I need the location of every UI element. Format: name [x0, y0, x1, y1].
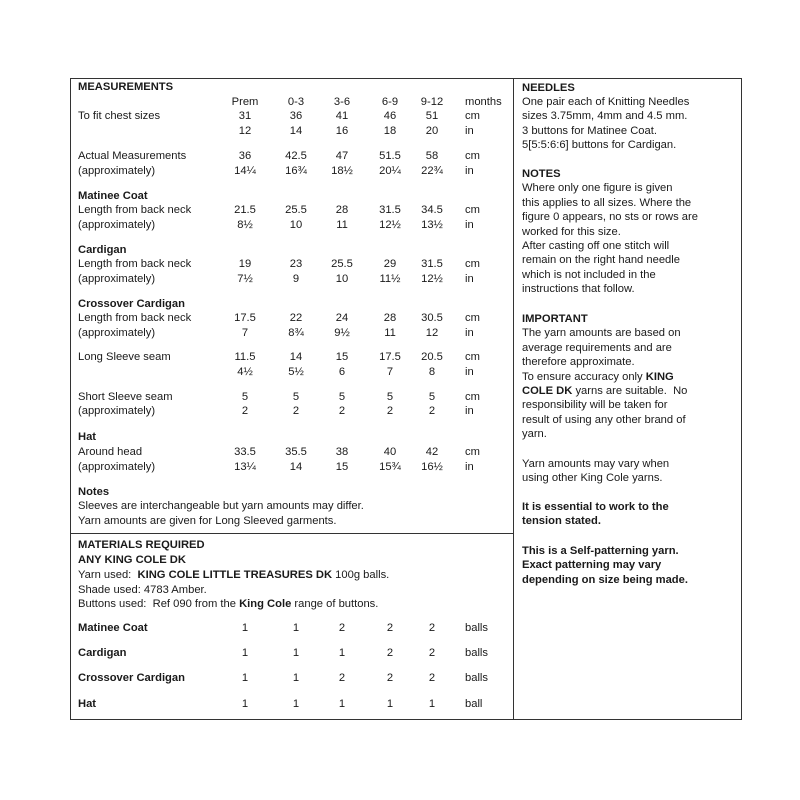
row-label: Length from back neck [78, 312, 192, 324]
ball-count: 1 [241, 672, 249, 684]
ball-count: 1 [386, 698, 394, 710]
row-label: (approximately) [78, 219, 156, 231]
measurement-value: 29 [383, 258, 397, 270]
measurement-value: 11.5 [234, 351, 256, 363]
measurement-value: 38 [335, 446, 349, 458]
measurement-value: 21.5 [234, 204, 256, 216]
size-column-header: 3-6 [333, 96, 351, 108]
measurement-value: 15 [335, 461, 349, 473]
row-label: Actual Measurements [78, 150, 187, 162]
size-column-header: Prem [231, 96, 259, 108]
buttons-used-prefix: Buttons used: Ref 090 from the [78, 598, 240, 610]
measurement-value: 16½ [421, 461, 443, 473]
notes-box-heading: NOTES [522, 168, 561, 180]
section-label: Hat [78, 431, 97, 443]
ball-count: 2 [386, 647, 394, 659]
measurement-value: 22 [289, 312, 303, 324]
measurement-value: 46 [383, 110, 397, 122]
measurement-value: 2 [428, 405, 436, 417]
vary-line: using other King Cole yarns. [522, 472, 663, 485]
measurement-value: 16 [335, 125, 349, 137]
needles-line: One pair each of Knitting Needles [522, 96, 690, 108]
garment-label: Matinee Coat [78, 622, 148, 634]
measurement-unit: cm [465, 446, 480, 458]
measurement-value: 8¾ [288, 327, 304, 339]
measurement-value: 13¼ [234, 461, 256, 473]
ball-count: 1 [428, 698, 436, 710]
brand-cole-dk: COLE DK [522, 385, 573, 397]
measurement-value: 42 [425, 446, 439, 458]
measurement-unit: in [465, 366, 474, 378]
measurement-value: 12 [238, 125, 252, 137]
ball-count: 1 [241, 622, 249, 634]
measurement-value: 28 [383, 312, 397, 324]
row-label: Around head [78, 446, 143, 458]
row-label: (approximately) [78, 327, 156, 339]
measurement-value: 18½ [331, 165, 353, 177]
notes-box-line: figure 0 appears, no sts or rows are [522, 211, 698, 224]
tension-line: It is essential to work to the [522, 501, 669, 513]
row-label: (approximately) [78, 165, 156, 177]
column-divider [513, 78, 514, 720]
ball-unit: balls [465, 647, 489, 659]
measurement-value: 8 [428, 366, 436, 378]
measurement-value: 36 [289, 110, 303, 122]
ball-unit: balls [465, 672, 489, 684]
self-patterning-line: This is a Self-patterning yarn. [522, 545, 679, 557]
ball-count: 1 [292, 647, 300, 659]
needles-line: sizes 3.75mm, 4mm and 4.5 mm. [522, 110, 688, 123]
measurement-value: 8½ [237, 219, 253, 231]
important-line: responsibility will be taken for [522, 399, 668, 412]
measurement-value: 2 [241, 405, 249, 417]
row-label: Length from back neck [78, 204, 192, 216]
measurement-value: 47 [335, 150, 349, 162]
shade-used-line: Shade used: 4783 Amber. [78, 584, 207, 596]
vary-line: Yarn amounts may vary when [522, 458, 670, 470]
section-label: Crossover Cardigan [78, 298, 185, 310]
measurement-value: 31 [238, 110, 252, 122]
measurement-value: 13½ [421, 219, 443, 231]
measurement-value: 14 [289, 125, 303, 137]
measurement-value: 2 [386, 405, 394, 417]
measurement-value: 20 [425, 125, 439, 137]
measurement-unit: in [465, 327, 474, 339]
measurement-value: 30.5 [421, 312, 443, 324]
size-unit-header: months [465, 96, 502, 108]
measurement-value: 6 [338, 366, 346, 378]
yarn-used-line [78, 569, 389, 582]
measurement-value: 41 [335, 110, 349, 122]
notes-line: Sleeves are interchangeable but yarn amounts may differ. [78, 500, 364, 512]
important-line: therefore approximate. [522, 356, 635, 369]
accuracy-prefix: To ensure accuracy only [522, 370, 646, 383]
measurement-value: 5 [386, 391, 394, 403]
ball-count: 1 [338, 647, 346, 659]
size-column-header: 6-9 [381, 96, 399, 108]
notes-box-line: instructions that follow. [522, 283, 635, 296]
measurement-value: 5 [428, 391, 436, 403]
measurement-unit: cm [465, 391, 480, 403]
measurement-unit: in [465, 125, 474, 137]
brand-king: KING [645, 370, 674, 383]
measurement-unit: in [465, 219, 474, 231]
row-label: To fit chest sizes [78, 110, 161, 122]
buttons-used-suffix: range of buttons. [291, 598, 379, 610]
yarn-used-prefix: Yarn used: [78, 569, 138, 581]
ball-count: 1 [241, 698, 249, 710]
needles-line: 5[5:5:6:6] buttons for Cardigan. [522, 139, 677, 152]
measurement-value: 9½ [334, 327, 350, 339]
measurement-value: 25.5 [331, 258, 353, 270]
measurement-value: 51 [425, 110, 439, 122]
ball-count: 1 [292, 672, 300, 684]
size-column-header: 0-3 [287, 96, 305, 108]
measurement-value: 23 [289, 258, 303, 270]
tension-line: tension stated. [522, 515, 601, 528]
materials-heading: MATERIALS REQUIRED [78, 539, 205, 551]
measurement-value: 17.5 [379, 351, 401, 363]
measurement-value: 2 [292, 405, 300, 417]
measurement-value: 34.5 [421, 204, 443, 216]
ball-count: 2 [428, 647, 436, 659]
measurement-value: 12 [425, 327, 439, 339]
ball-count: 2 [386, 622, 394, 634]
measurement-value: 5½ [288, 366, 304, 378]
ball-unit: balls [465, 622, 489, 634]
measurement-value: 14¼ [234, 165, 256, 177]
measurement-value: 31.5 [379, 204, 401, 216]
measurement-value: 2 [338, 405, 346, 417]
self-patterning-line: depending on size being made. [522, 573, 688, 586]
measurement-value: 7 [241, 327, 249, 339]
notes-box-line: which is not included in the [522, 268, 656, 281]
measurement-value: 16¾ [285, 165, 307, 177]
measurement-value: 58 [425, 150, 439, 162]
section-label: Cardigan [78, 244, 127, 256]
measurement-value: 11 [336, 219, 348, 231]
measurement-value: 7 [386, 366, 394, 378]
measurement-value: 5 [338, 391, 346, 403]
measurement-value: 4½ [237, 366, 253, 378]
measurement-value: 5 [292, 391, 300, 403]
measurement-value: 35.5 [285, 446, 307, 458]
measurement-value: 12½ [379, 219, 401, 231]
important-line: result of using any other brand of [522, 413, 686, 426]
ball-count: 1 [338, 698, 346, 710]
ball-count: 2 [428, 622, 436, 634]
row-label: Long Sleeve seam [78, 351, 171, 363]
measurement-value: 7½ [237, 273, 253, 285]
ball-count: 1 [241, 647, 249, 659]
measurement-value: 33.5 [234, 446, 256, 458]
measurement-unit: in [465, 165, 474, 177]
measurement-value: 15 [335, 351, 349, 363]
notes-line: Yarn amounts are given for Long Sleeved garments. [78, 515, 337, 527]
yarn-used-suffix: 100g balls. [332, 569, 390, 581]
measurement-unit: cm [465, 312, 480, 324]
buttons-used-line [78, 598, 378, 611]
measurement-value: 25.5 [285, 204, 307, 216]
measurement-value: 11 [384, 327, 396, 339]
notes-heading: Notes [78, 486, 110, 498]
measurement-unit: cm [465, 258, 480, 270]
ball-count: 1 [292, 698, 300, 710]
important-line: yarn. [522, 428, 547, 441]
size-column-header: 9-12 [420, 96, 444, 108]
self-patterning-line: Exact patterning may vary [522, 559, 662, 572]
measurement-value: 20¼ [379, 165, 401, 177]
important-accuracy-line [522, 370, 734, 384]
measurement-unit: cm [465, 351, 480, 363]
measurement-value: 22¾ [421, 165, 443, 177]
important-heading: IMPORTANT [522, 313, 588, 325]
measurement-value: 40 [383, 446, 397, 458]
row-label: Length from back neck [78, 258, 192, 270]
measurement-unit: cm [465, 150, 480, 162]
brand-name: King Cole [239, 598, 292, 610]
measurement-value: 10 [289, 219, 303, 231]
garment-label: Cardigan [78, 647, 127, 659]
measurement-value: 17.5 [234, 312, 256, 324]
measurement-unit: in [465, 405, 474, 417]
measurements-heading: MEASUREMENTS [78, 81, 174, 93]
materials-subheading: ANY KING COLE DK [78, 554, 186, 566]
measurement-unit: in [465, 273, 474, 285]
important-accuracy-line-2 [522, 384, 734, 398]
needles-line: 3 buttons for Matinee Coat. [522, 124, 657, 137]
row-label: (approximately) [78, 273, 156, 285]
ball-count: 2 [386, 672, 394, 684]
important-line: The yarn amounts are based on [522, 327, 681, 340]
measurement-value: 14 [289, 461, 303, 473]
measurement-value: 20.5 [421, 351, 443, 363]
accuracy-suffix: yarns are suitable. No [572, 385, 688, 397]
notes-box-line: After casting off one stitch will [522, 240, 670, 252]
ball-count: 1 [292, 622, 300, 634]
measurement-value: 36 [238, 150, 252, 162]
notes-box-line: this applies to all sizes. Where the [522, 196, 692, 209]
row-label: (approximately) [78, 405, 156, 417]
measurement-unit: cm [465, 110, 480, 122]
measurement-value: 19 [238, 258, 252, 270]
measurement-value: 31.5 [421, 258, 443, 270]
measurement-value: 12½ [421, 273, 443, 285]
measurement-value: 28 [335, 204, 349, 216]
measurement-value: 42.5 [285, 150, 307, 162]
measurement-unit: in [465, 461, 474, 473]
measurement-value: 24 [335, 312, 349, 324]
needles-heading: NEEDLES [522, 82, 575, 94]
garment-label: Crossover Cardigan [78, 672, 185, 684]
measurement-value: 9 [292, 273, 300, 285]
notes-box-line: worked for this size. [522, 225, 621, 238]
section-label: Matinee Coat [78, 190, 148, 202]
measurement-unit: cm [465, 204, 480, 216]
important-line: average requirements and are [522, 341, 672, 354]
yarn-name: KING COLE LITTLE TREASURES DK [137, 569, 333, 581]
row-label: (approximately) [78, 461, 156, 473]
measurement-value: 11½ [379, 273, 401, 285]
notes-box-line: remain on the right hand needle [522, 254, 680, 267]
ball-unit: ball [465, 698, 483, 710]
notes-box-line: Where only one figure is given [522, 182, 673, 195]
measurement-value: 5 [241, 391, 249, 403]
garment-label: Hat [78, 698, 97, 710]
measurement-value: 15¾ [379, 461, 401, 473]
measurement-value: 10 [335, 273, 349, 285]
row-label: Short Sleeve seam [78, 391, 173, 403]
measurement-value: 51.5 [379, 150, 401, 162]
ball-count: 2 [338, 672, 346, 684]
section-divider [70, 533, 514, 534]
measurement-value: 14 [289, 351, 303, 363]
ball-count: 2 [428, 672, 436, 684]
ball-count: 2 [338, 622, 346, 634]
measurement-value: 18 [383, 125, 397, 137]
